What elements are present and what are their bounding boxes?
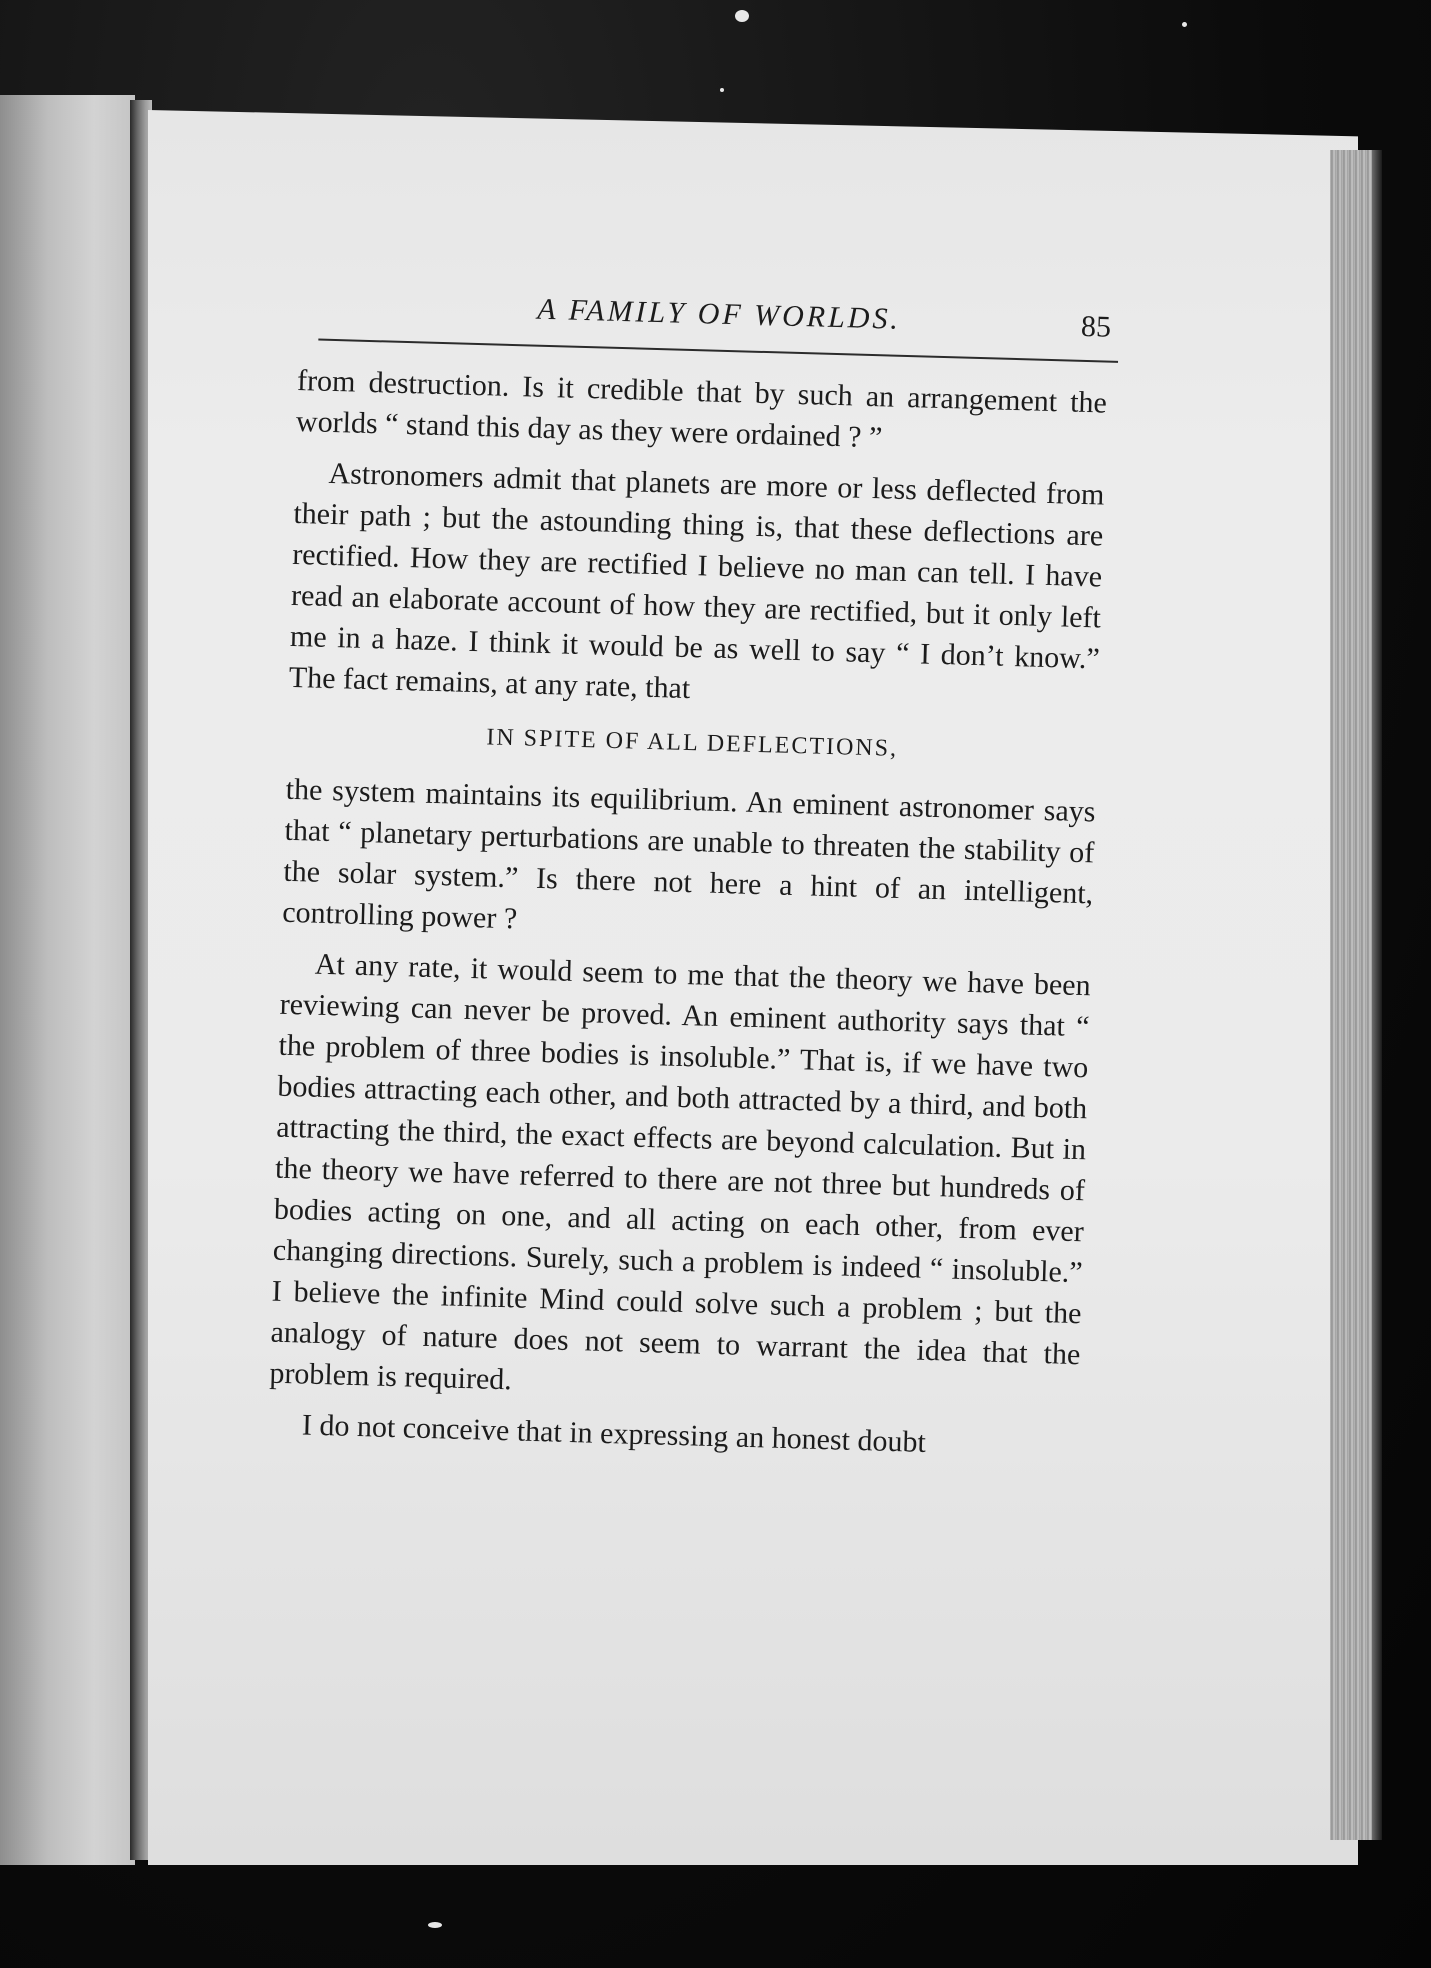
left-page-edge — [0, 95, 135, 1865]
dust-speck — [735, 10, 749, 22]
paragraph: At any rate, it would seem to me that the theory we have been reviewing can never be proved. An eminent authority says that “ the problem of three bodies is insoluble.” That is, if we have two bodies attracting each other, and both attracted by a third, and both attracting the third, the exact effects are beyond calculation. But in the theory we have referred to there are not three but hundreds of bodies acting on one, and all acting on each other, from ever changing directions. Surely, such a problem is indeed “ insoluble.” I believe the infinite Mind could solve such a problem ; but the analogy of nature does not seem to warrant the idea that the problem is required. — [269, 947, 1092, 1397]
page-stack-edge — [1330, 150, 1372, 1840]
page-text-block — [267, 280, 1112, 1477]
paragraph: Astronomers admit that planets are more or less deflected from their path ; but the astounding thing is, that these deflections are rectified. How they are rectified I believe no man can tell. I have read an elaborate account of how they are rectified, but it only left me in a haze. I think it would be as well to say “ I don’t know.” The fact remains, at any rate, that — [288, 456, 1105, 706]
paragraph: the system maintains its equilibrium. An eminent astronomer says that “ planetary perturbations are unable to threaten the stability of the solar system.” Is there not here a hint of an intelligent, controlling power ? — [281, 772, 1096, 936]
dust-speck — [720, 88, 724, 92]
body-text — [267, 360, 1107, 1467]
paragraph: from destruction. Is it credible that by such an arrangement the worlds “ stand this day as they were ordained ? ” — [295, 363, 1108, 455]
running-title: A FAMILY OF WORLDS. — [536, 292, 902, 336]
dust-speck — [428, 1922, 442, 1928]
paragraph: I do not conceive that in expressing an honest doubt — [301, 1408, 927, 1459]
dust-speck — [1182, 22, 1187, 27]
section-heading: IN SPITE OF ALL DEFLECTIONS, — [486, 724, 899, 762]
page-stack-shadow — [1372, 150, 1382, 1840]
page-number: 85 — [1080, 309, 1112, 344]
